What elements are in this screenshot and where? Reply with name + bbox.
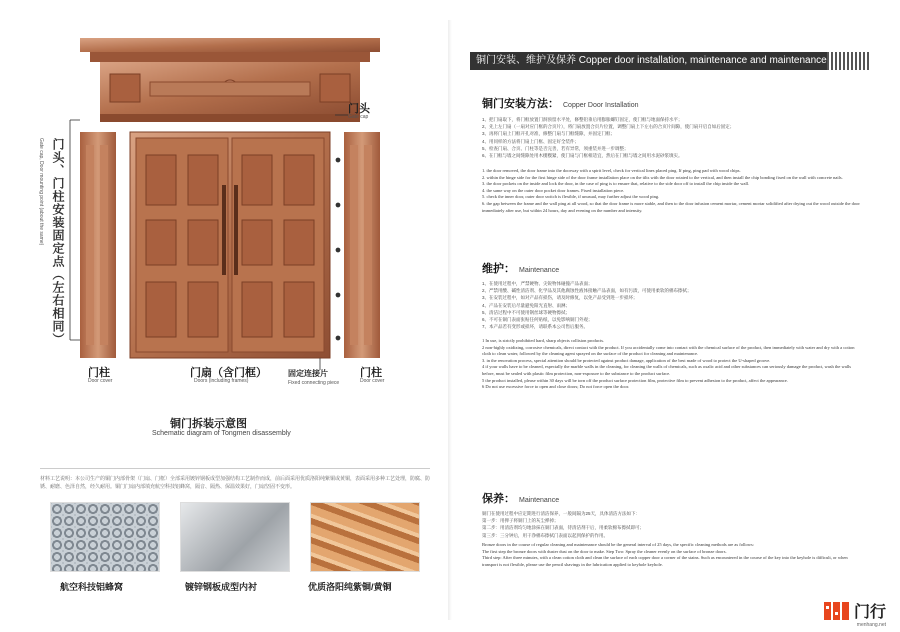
door-illustration <box>30 20 440 400</box>
gate-cap-label: 门头 <box>348 103 370 115</box>
logo-mark-icon <box>824 600 850 622</box>
mounting-note: 门头、门柱安装固定点（左右相同） <box>51 138 65 346</box>
header-bar <box>470 52 870 70</box>
divider <box>40 468 430 469</box>
install-title-cn: 铜门安装方法： <box>482 98 559 110</box>
care-text-en: Bronze doors in the course of regular cleaning and maintenance should be the general interval of 25 days, the specific cleaning methods are as follows: The first step the bronze doors with duster dust on the door to make. Step Two: Spray the cleaner evenly on the surface of bronze doors. Third step: After three minutes, with a clean cotton cloth and clean the surface of each copper door a corner of the stains. Such as encountered in the course of the key into the keyhole is difficult, or when transport is not flexible, please use the pencil shavings in the lubrication applied to keyhole keyhole. <box>482 542 848 567</box>
gate-cap <box>80 38 380 122</box>
steel-plate-label: 镀锌钢板成型内衬 <box>185 582 258 592</box>
menhang-logo[interactable] <box>824 599 886 622</box>
care-title-cn: 保养： <box>482 493 515 505</box>
materials-description: 材料工艺说明：本公司生产的铜门内部骨架（门扇、门框）全部采用镀锌钢板成型加强结构工艺制作而成，前后面采用优质洛阳纯紫铜或黄铜，表面采用多种工艺处理，防腐、防锈、耐磨、色泽自然，经久耐用。铜门门扇内部填充航空科技铝蜂窝，隔音、隔热、保温效果好，门扇坚固不变形。 <box>40 476 431 490</box>
doors-label-en: Doors (including frames) <box>194 378 249 384</box>
maint-title-cn: 维护： <box>482 263 515 275</box>
mounting-note-en: Gate cap, Door mounting point (about the same) <box>38 138 44 246</box>
header-stripe <box>827 52 870 70</box>
care-text-cn: 铜门在使用过程中应定期进行清洁保养，一般间隔为25天，具体清洁方法如下： 第一步：用掸子将铜门上的灰尘掸掉； 第二步：用清洁剂均匀地涂抹在铜门表面，待清洁剂干后，用柔软棉布擦拭即可； 第三步：三分钟后，用干净棉布擦拭门表面以起到保护的作用。 <box>482 511 644 538</box>
maint-title-en: Maintenance <box>519 267 560 274</box>
care-title-en: Maintenance <box>519 497 560 504</box>
install-title-en: Copper Door Installation <box>563 102 639 109</box>
maint-text-en: 1 In use, is strictly prohibited hard, sharp objects collision products. 2 non-highly oxidizing, corrosive chemicals, direct contact with the product. If you accidentally come into contact with the chemical surface of the product, then immediately with water and dry with a cotton cloth to clean water, followed by the cleaning agent sprayed on the surface of the product for cleaning and maintenance. 3. in the renovation process, special attention should be protected against product damage, application of the best made of wood to protect the U-shaped groove. 4 if your walls have to be cleaned, especially the marble walls in the cleaning, for cleaning the walls of chemicals, such as oxalic acid and other substances can seriously damage the product, wash the walls before, must be sealed with plastic film protection, non-exposure to the substance to the product surface. 5 the product installed, please within 30 days will be torn off the product surface protection film, protective film to prevent adhesion to the product, affect the appearance. 6 Do not use excessive force to open and close doors; Do not force open the door. <box>482 338 855 390</box>
right-door-cover-label: 门柱 <box>360 367 382 379</box>
fixed-piece-label: 固定连接片 <box>288 369 328 378</box>
left-door-cover-label: 门柱 <box>88 367 110 379</box>
doors-with-frame <box>130 132 330 358</box>
right-door-cover-label-en: Door cover <box>360 378 385 384</box>
diagram-caption: 铜门拆装示意图 <box>170 418 247 430</box>
right-door-cover <box>344 132 380 358</box>
logo-url[interactable]: menhang.net <box>856 622 886 628</box>
honeycomb-label: 航空科技铝蜂窝 <box>60 582 124 592</box>
left-page <box>30 20 440 620</box>
spread-fold <box>448 20 452 620</box>
maint-text-cn: 1、在使用过程中，严禁硬物、尖锐物体碰撞产品表面； 2、严禁用酸、碱性清洁剂、化学品及其他腐蚀性液体接触产品表面，如有污渍，可使用柔软的棉布擦拭； 3、在安装过程中，如对产品有损伤，请及时修复，以免产品受到进一步损坏； 4、产品在安装后尽量避免阳光直射、雨淋； 5、清洁过程中不可使用钢丝球等硬物擦拭； 6、不可在铜门表面张贴任何贴纸，以免影响铜门外观； 7、本产品若有变形或损坏，请联系本公司售后服务。 <box>482 281 692 330</box>
steel-plate-image <box>180 502 290 572</box>
install-text-en: 1. the door removed, the door frame into the doorway with a spirit level, check for vertical lines placed ping. If ping, ping pad with wood chips. 2. within the hinge side for the first hinge side of the door frame installation place on the tilts with the door rotated to the vertical, and then install the chip bonding fixed on the wall with concrete nails. 3. the door pockets on the inside and lock the door, in the case of ping is to ensure that, relative to the side door off to install the chip inside the wall. 4. the same way on the outer door pocket door frames. Fixed installation piece. 5. check the inner door, outer door switch is flexible, if unusual, may further adjust the wood ping. 6. the gap between the frame and the wall ping at all wood, so that the door frame is more stable, and then to the door infusion cement mortar, cement mortar solidified after drying out the wood outside the door immediately after use, but within 24 hours, day and evening on the number and intensity. <box>482 168 860 213</box>
honeycomb-image <box>50 502 160 572</box>
fixed-piece-label-en: Fixed connecting piece <box>288 380 340 386</box>
logo-text: 门行 <box>853 604 886 621</box>
diagram-caption-en: Schematic diagram of Tongmen disassembly <box>152 430 291 437</box>
right-page <box>470 20 870 620</box>
install-title <box>482 95 639 111</box>
copper-label: 优质洛阳纯紫铜/黄铜 <box>308 582 392 592</box>
left-door-cover <box>80 132 116 358</box>
door-diagram <box>30 20 440 400</box>
copper-coil-image <box>310 502 420 572</box>
doors-label: 门扇（含门框） <box>190 367 267 379</box>
gate-cap-label-en: Gate cap <box>348 114 369 120</box>
maint-title <box>482 260 559 276</box>
header-title: 铜门安装、维护及保养 Copper door installation, maintenance and maintenance <box>470 52 827 70</box>
left-door-cover-label-en: Door cover <box>88 378 113 384</box>
care-title <box>482 490 559 506</box>
install-text-cn: 1、把门扇取下，将门框放置门洞预留水平处，修整铅垂后用膨胀螺钉固定，使门框与地面保持水平； 2、先上左门扇（一扇对应门框的合页片），将门扇放置合页片位置，调整门扇上下左右的合页片间隙，使门扇开启自如后固定； 3、再将门扇上门框开孔对准，修整门扇与门框缝隙，并固定门框； 4、用同样的方法将门扇上门框、固定好全装件； 5、检查门扇、合页、门柱等是否完善，若有异常，须重装并进一步调整； 6、在门框与墙之间缝隙处用木楔楔紧，使门扇与门框相适宜，然后在门框与墙之间用水泥砂浆填实。 <box>482 117 735 159</box>
